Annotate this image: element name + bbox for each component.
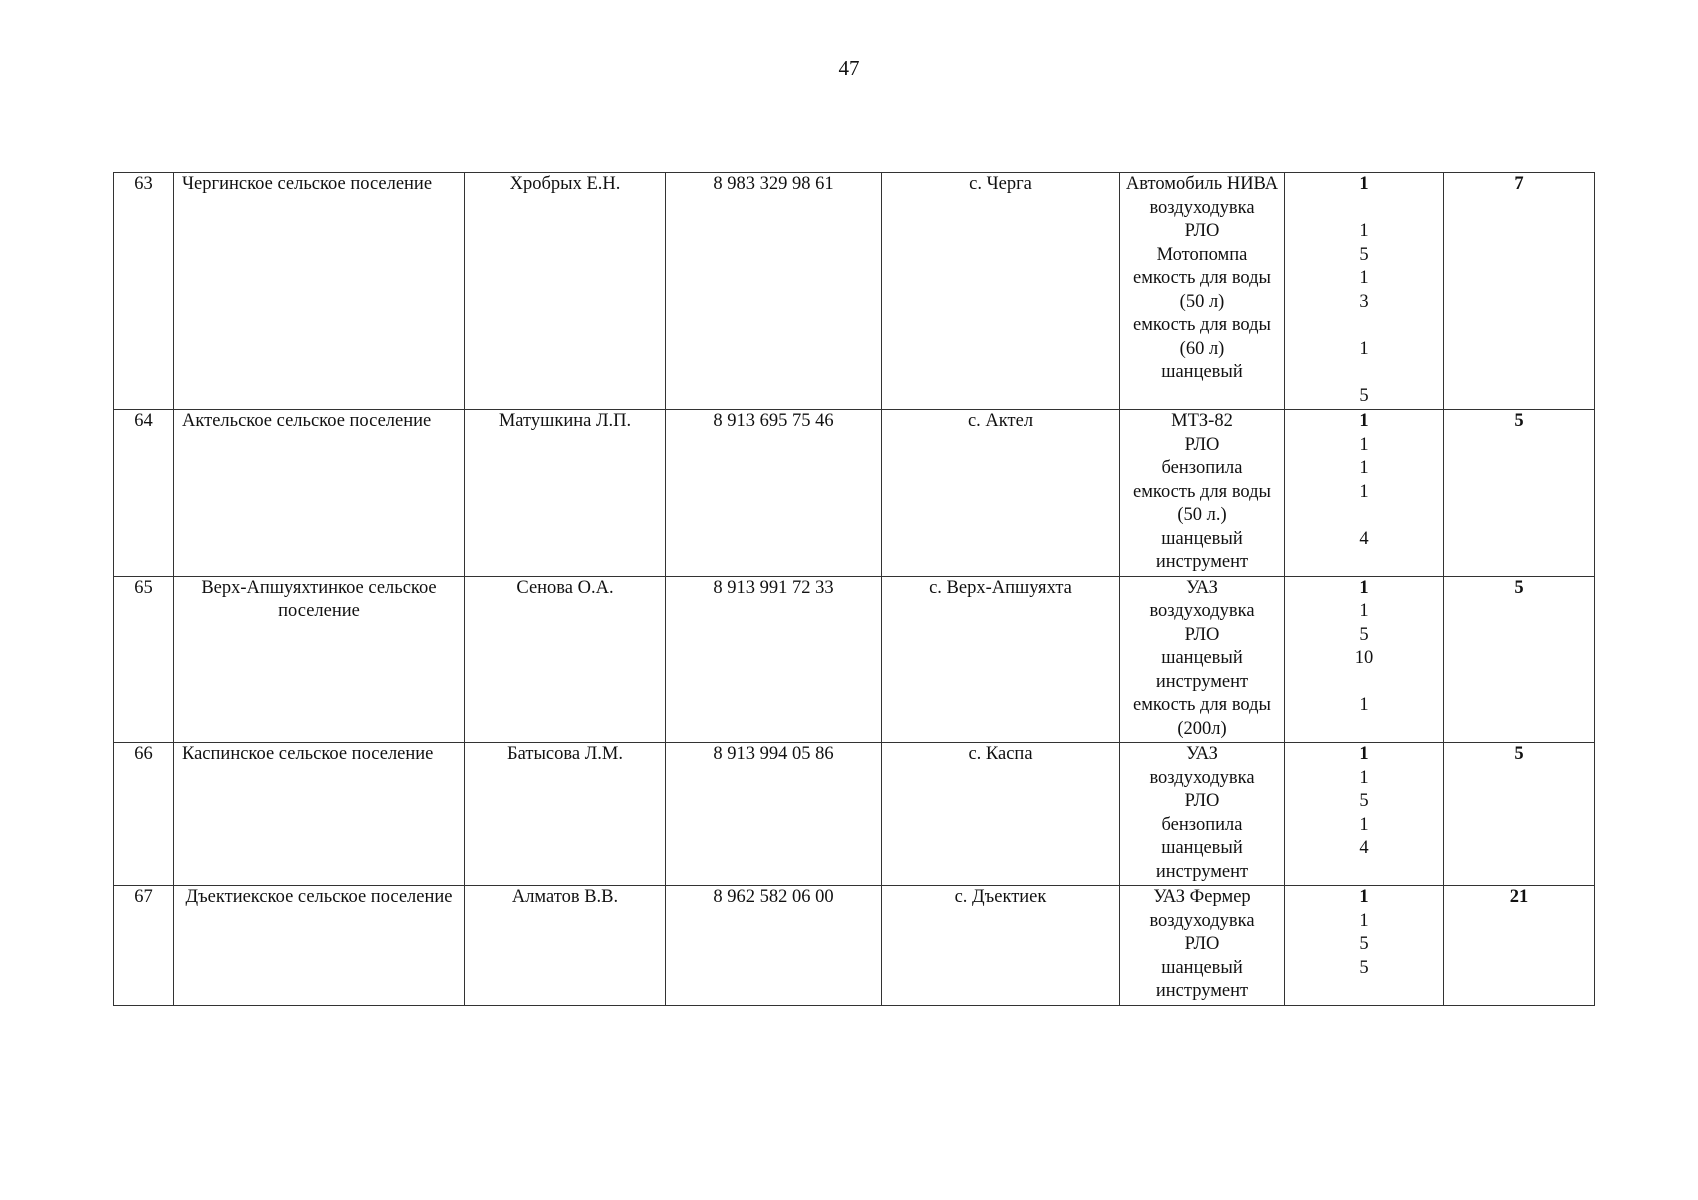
equipment-item: воздуходувка	[1149, 910, 1255, 931]
equipment-count: 5	[1359, 934, 1369, 954]
row-number: 66	[114, 743, 174, 886]
equipment-table	[113, 172, 1595, 1006]
equipment-item: РЛО	[1184, 624, 1220, 645]
equipment-count: 5	[1359, 244, 1369, 265]
equipment-item: емкость для воды (50 л.)	[1133, 481, 1271, 525]
phone-number: 8 983 329 98 61	[666, 173, 882, 410]
phone-number: 8 962 582 06 00	[666, 886, 882, 1006]
equipment-counts	[1285, 410, 1444, 577]
equipment-count: 1	[1359, 767, 1369, 788]
equipment-count: 1	[1359, 695, 1369, 715]
equipment-list	[1120, 173, 1285, 410]
page-number: 47	[838, 56, 860, 80]
total-units: 21	[1444, 886, 1595, 1006]
equipment-item: РЛО	[1184, 791, 1220, 811]
equipment-item: бензопила	[1161, 814, 1243, 835]
equipment-count: 5	[1359, 624, 1369, 645]
table-row	[114, 576, 1595, 743]
table-row	[114, 886, 1595, 1006]
equipment-item: РЛО	[1184, 934, 1220, 954]
equipment-item: емкость для воды (200л)	[1133, 695, 1271, 739]
equipment-count: 4	[1359, 528, 1369, 549]
equipment-count: 5	[1359, 791, 1369, 811]
equipment-item: УАЗ Фермер	[1153, 887, 1251, 907]
settlement-name: Верх-Апшуяхтинкое сельское поселение	[174, 576, 465, 743]
responsible-person: Сенова О.А.	[465, 576, 666, 743]
equipment-list	[1120, 886, 1285, 1006]
row-number: 63	[114, 173, 174, 410]
equipment-item: шанцевый инструмент	[1155, 838, 1249, 882]
equipment-count: 1	[1359, 744, 1369, 764]
equipment-count: 1	[1359, 601, 1369, 621]
equipment-count: 1	[1359, 910, 1369, 931]
equipment-item: шанцевый инструмент	[1155, 648, 1249, 692]
equipment-item: УАЗ	[1186, 744, 1218, 764]
village-name: с. Каспа	[882, 743, 1120, 886]
equipment-counts	[1285, 173, 1444, 410]
equipment-list	[1120, 410, 1285, 577]
equipment-item: емкость для воды (50 л)	[1133, 268, 1271, 312]
total-units: 5	[1444, 743, 1595, 886]
village-name: с. Верх-Апшуяхта	[882, 576, 1120, 743]
equipment-count: 1	[1359, 338, 1369, 359]
equipment-counts	[1285, 576, 1444, 743]
total-units: 5	[1444, 576, 1595, 743]
equipment-counts	[1285, 743, 1444, 886]
equipment-item: шанцевый	[1161, 362, 1243, 382]
equipment-list	[1120, 743, 1285, 886]
equipment-count: 1	[1359, 458, 1369, 478]
equipment-item: бензопила	[1161, 458, 1243, 478]
equipment-item: Мотопомпа	[1156, 244, 1248, 265]
equipment-count: 1	[1359, 174, 1369, 194]
village-name: с. Черга	[882, 173, 1120, 410]
table-row	[114, 173, 1595, 410]
equipment-item: РЛО	[1184, 434, 1220, 455]
equipment-item: Автомобиль НИВА	[1125, 174, 1279, 194]
equipment-count: 1	[1359, 268, 1369, 288]
equipment-item: емкость для воды (60 л)	[1133, 315, 1271, 359]
table-body	[114, 173, 1595, 1006]
row-number: 67	[114, 886, 174, 1006]
equipment-count: 5	[1359, 385, 1369, 406]
equipment-count: 1	[1359, 814, 1369, 835]
phone-number: 8 913 991 72 33	[666, 576, 882, 743]
equipment-count: 1	[1359, 411, 1369, 431]
responsible-person: Хробрых Е.Н.	[465, 173, 666, 410]
table-row	[114, 743, 1595, 886]
responsible-person: Алматов В.В.	[465, 886, 666, 1006]
equipment-item: шанцевый инструмент	[1155, 528, 1249, 572]
settlement-name: Актельское сельское поселение	[174, 410, 465, 577]
village-name: с. Актел	[882, 410, 1120, 577]
equipment-item: воздуходувка	[1149, 767, 1255, 788]
equipment-item: шанцевый инструмент	[1155, 957, 1249, 1001]
phone-number: 8 913 695 75 46	[666, 410, 882, 577]
equipment-item: воздуходувка	[1149, 601, 1255, 621]
equipment-item: РЛО	[1184, 221, 1220, 241]
total-units: 7	[1444, 173, 1595, 410]
total-units: 5	[1444, 410, 1595, 577]
equipment-count: 1	[1359, 434, 1369, 455]
equipment-item: МТЗ-82	[1171, 411, 1233, 431]
equipment-count: 1	[1359, 481, 1369, 502]
equipment-counts	[1285, 886, 1444, 1006]
responsible-person: Батысова Л.М.	[465, 743, 666, 886]
settlement-name: Чергинское сельское поселение	[174, 173, 465, 410]
settlement-name: Каспинское сельское поселение	[174, 743, 465, 886]
equipment-count: 10	[1354, 648, 1374, 668]
equipment-count: 1	[1359, 221, 1369, 241]
settlement-name: Дъектиекское сельское поселение	[174, 886, 465, 1006]
village-name: с. Дъектиек	[882, 886, 1120, 1006]
equipment-count: 1	[1359, 577, 1369, 598]
phone-number: 8 913 994 05 86	[666, 743, 882, 886]
table-row	[114, 410, 1595, 577]
equipment-list	[1120, 576, 1285, 743]
equipment-count: 4	[1359, 838, 1369, 858]
equipment-item: УАЗ	[1186, 577, 1218, 598]
equipment-count: 3	[1359, 291, 1369, 312]
equipment-count: 5	[1359, 957, 1369, 978]
equipment-count: 1	[1359, 887, 1369, 907]
row-number: 65	[114, 576, 174, 743]
equipment-item: воздуходувка	[1149, 197, 1255, 218]
row-number: 64	[114, 410, 174, 577]
responsible-person: Матушкина Л.П.	[465, 410, 666, 577]
